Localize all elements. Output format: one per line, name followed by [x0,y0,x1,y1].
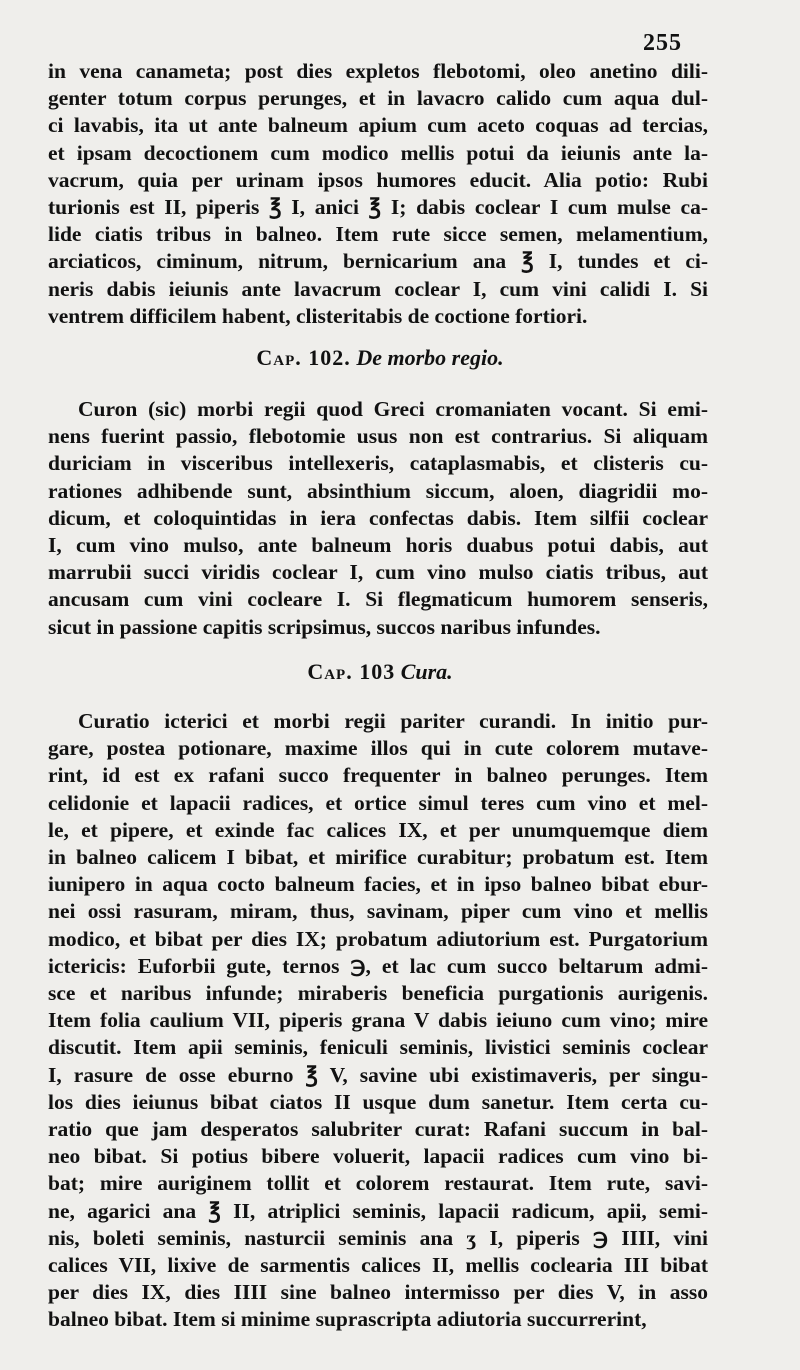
text-line: in balneo calicem I bibat, et mirifice curabitur; probatum est. Item [48,845,708,870]
text-line: balneo bibat. Item si minime suprascripta adiutoria succurrerint, [48,1307,647,1332]
text-line: dicum, et coloquintidas in iera confectas dabis. Item silfii coclear [48,505,708,530]
text-line: los dies ieiunus bibat ciatos II usque dum sanetur. Item certa cu- [48,1089,708,1114]
chapter-heading-102 [0,345,760,371]
text-line: marrubii succi viridis coclear I, cum vino mulso ciatis tribus, aut [48,560,708,585]
paragraph-3 [48,708,708,1334]
text-line: bat; mire auriginem tollit et colorem restaurat. Item rute, savi- [48,1171,708,1196]
text-line: et ipsam decoctionem cum modico mellis potui da ieiunis ante la- [48,140,708,165]
text-line: neo bibat. Si potius bibere voluerit, lapacii radices cum vino bi- [48,1144,708,1169]
text-line: per dies IX, dies IIII sine balneo intermisso per dies V, in asso [48,1280,708,1305]
text-line: vacrum, quia per urinam ipsos humores educit. Alia potio: Rubi [48,167,708,192]
text-line: gare, postea potionare, maxime illos qui in cute colorem mutave- [48,736,708,761]
text-line: iunipero in aqua cocto balneum facies, et in ipso balneo bibat ebur- [48,872,708,897]
text-line: I, rasure de osse eburno ℥ V, savine ubi existimaveris, per singu- [48,1062,708,1087]
text-line: ictericis: Euforbii gute, ternos ℈, et lac cum succo beltarum admi- [48,953,708,978]
text-line: Curatio icterici et morbi regii pariter curandi. In initio pur- [78,709,708,733]
text-line: celidonie et lapacii radices, et ortice simul teres cum vino et mel- [48,790,708,815]
text-line: nens fuerint passio, flebotomie usus non est contrarius. Si aliquam [48,424,708,449]
text-line: Item folia caulium VII, piperis grana V dabis ieiuno cum vino; mire [48,1008,708,1033]
text-line: ci lavabis, ita ut ante balneum apium cum aceto coquas ad tercias, [48,113,708,138]
text-line: ventrem difficilem habent, clisteritabis de coctione fortiori. [48,303,588,328]
text-line: ne, agarici ana ℥ II, atriplici seminis, lapacii radicum, apii, semi- [48,1198,708,1223]
text-line: lide ciatis tribus in balneo. Item rute sicce semen, melamentium, [48,222,708,247]
text-line: modico, et bibat per dies IX; probatum adiutorium est. Purgatorium [48,926,708,951]
text-line: nis, boleti seminis, nasturcii seminis ana ʒ I, piperis ℈ IIII, vini [48,1225,708,1250]
text-line: le, et pipere, et exinde fac calices IX, et per unumquemque diem [48,817,708,842]
text-line: ratio que jam desperatos salubriter curat: Rafani succum in bal- [48,1117,708,1142]
text-line: neris dabis ieiunis ante lavacrum coclear I, cum vini calidi I. Si [48,276,708,301]
chapter-title: Cura. [400,659,453,684]
text-line: calices VII, lixive de sarmentis calices II, mellis coclearia III bibat [48,1253,708,1278]
text-line: nei ossi rasuram, miram, thus, savinam, piper cum vino et mellis [48,899,708,924]
text-line: in vena canameta; post dies expletos flebotomi, oleo anetino dili- [48,59,708,83]
text-line: rationes adhibende sunt, absinthium siccum, aloen, diagridii mo- [48,478,708,503]
text-line: ancusam cum vini cocleare I. Si flegmaticum humorem senseris, [48,587,708,612]
text-line: rint, id est ex rafani succo frequenter in balneo perunges. Item [48,763,708,788]
page-number: 255 [643,30,682,56]
chapter-heading-103 [0,659,760,685]
chapter-label: Cap. 102. [256,345,351,370]
paragraph-1 [48,58,708,330]
chapter-title: De morbo regio. [356,345,504,370]
paragraph-2 [48,396,708,641]
chapter-label: Cap. 103 [307,659,396,684]
text-line: sicut in passione capitis scripsimus, succos naribus infundes. [48,614,601,639]
text-line: Curon (sic) morbi regii quod Greci cromaniaten vocant. Si emi- [78,397,708,421]
text-line: discutit. Item apii seminis, feniculi seminis, livistici seminis coclear [48,1035,708,1060]
text-line: turionis est II, piperis ℥ I, anici ℥ I; dabis coclear I cum mulse ca- [48,195,708,220]
text-line: genter totum corpus perunges, et in lavacro calido cum aqua dul- [48,86,708,111]
text-line: arciaticos, ciminum, nitrum, bernicarium ana ℥ I, tundes et ci- [48,249,708,274]
text-line: duriciam in visceribus intellexeris, cataplasmabis, et clisteris cu- [48,451,708,476]
text-line: sce et naribus infunde; miraberis beneficia purgationis aurigenis. [48,981,708,1006]
text-line: I, cum vino mulso, ante balneum horis duabus potui dabis, aut [48,533,708,558]
